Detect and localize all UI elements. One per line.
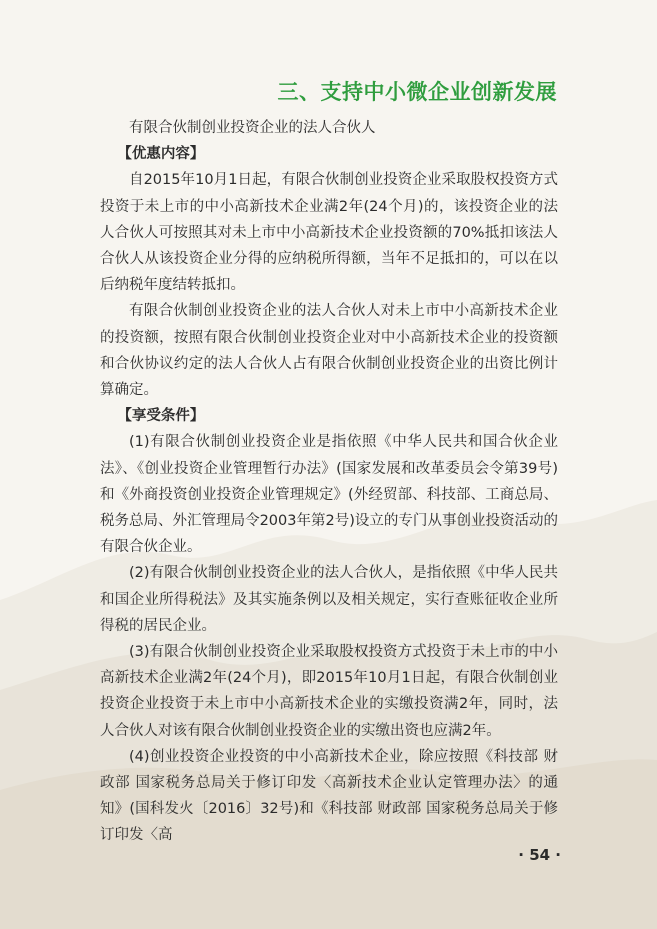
page-number: · 54 ·	[518, 846, 561, 864]
body-text	[100, 115, 558, 849]
benefit-paragraph: 自2015年10月1日起，有限合伙制创业投资企业采取股权投资方式投资于未上市的中小高新技术企业满2年(24个月)的，该投资企业的法人合伙人可按照其对未上市中小高新技术企业投资额的70%抵扣该法人合伙人从该投资企业分得的应纳税所得额，当年不足抵扣的，可以在以后纳税年度结转抵扣。	[100, 172, 558, 294]
condition-paragraph: (1)有限合伙制创业投资企业是指依照《中华人民共和国合伙企业法》、《创业投资企业管理暂行办法》(国家发展和改革委员会令第39号)和《外商投资创业投资企业管理规定》(外经贸部、科技部、工商总局、税务总局、外汇管理局令2003年第2号)设立的专门从事创业投资活动的有限合伙企业。	[100, 434, 558, 556]
benefit-paragraph: 有限合伙制创业投资企业的法人合伙人对未上市中小高新技术企业的投资额，按照有限合伙制创业投资企业对中小高新技术企业的投资额和合伙协议约定的法人合伙人占有限合伙制创业投资企业的出资比例计算确定。	[100, 303, 558, 399]
condition-paragraph: (2)有限合伙制创业投资企业的法人合伙人，是指依照《中华人民共和国企业所得税法》及其实施条例以及相关规定，实行查账征收企业所得税的居民企业。	[100, 565, 558, 634]
section-title: 三、支持中小微企业创新发展	[277, 80, 557, 104]
subject-line: 有限合伙制创业投资企业的法人合伙人	[129, 120, 376, 136]
condition-paragraph: (4)创业投资企业投资的中小高新技术企业，除应按照《科技部 财政部 国家税务总局关于修订印发〈高新技术企业认定管理办法〉的通知》(国科发火〔2016〕32号)和《科技部 财政部 国家税务总局关于修订印发〈高	[100, 748, 558, 844]
benefit-label: 【优惠内容】	[117, 146, 205, 163]
conditions-label: 【享受条件】	[117, 408, 205, 425]
condition-paragraph: (3)有限合伙制创业投资企业采取股权投资方式投资于未上市的中小高新技术企业满2年(24个月)，即2015年10月1日起，有限合伙制创业投资企业投资于未上市中小高新技术企业的实缴投资满2年，同时，法人合伙人对该有限合伙制创业投资企业的实缴出资也应满2年。	[100, 644, 558, 739]
